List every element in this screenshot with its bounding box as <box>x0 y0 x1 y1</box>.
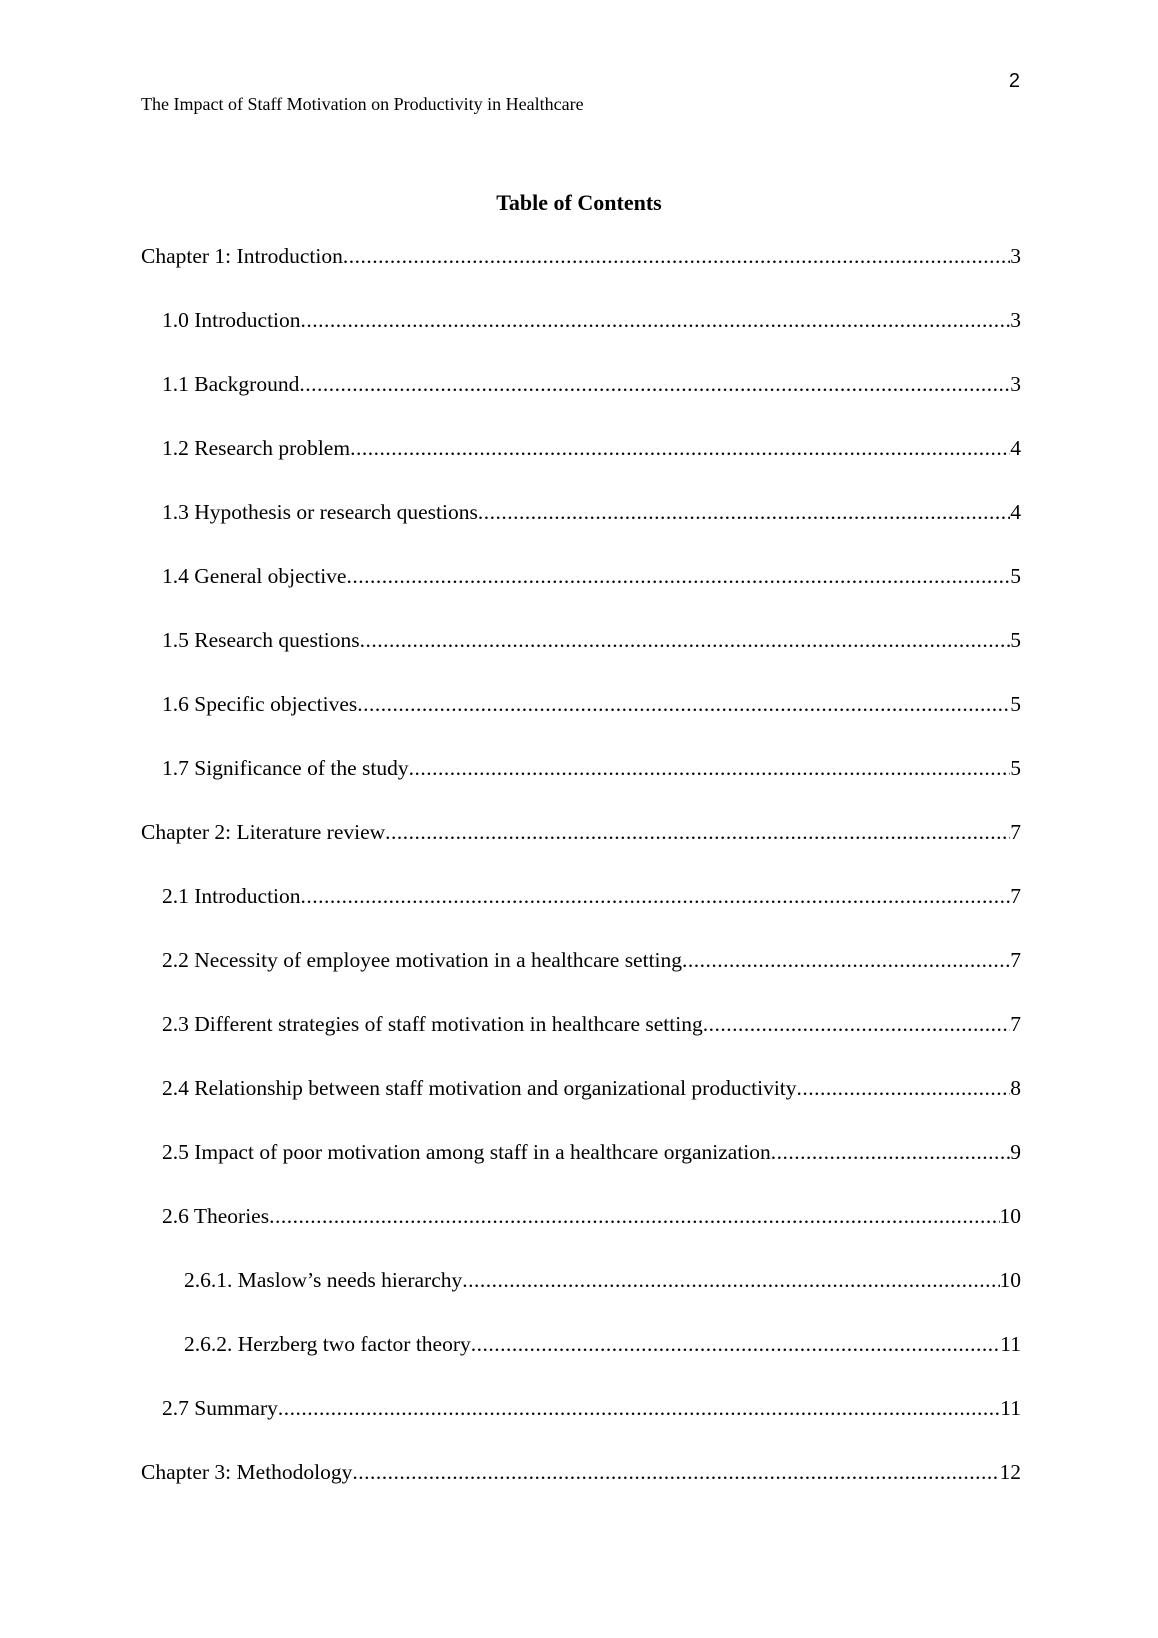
toc-dot-leader <box>385 816 1010 848</box>
toc-entry-label: 2.6.1. Maslow’s needs hierarchy <box>184 1268 463 1292</box>
toc-dot-leader <box>797 1072 1011 1104</box>
toc-entry-page: 10 <box>999 1204 1021 1228</box>
table-of-contents <box>141 240 1021 1520</box>
toc-entry[interactable] <box>141 1072 1021 1136</box>
toc-entry[interactable] <box>141 368 1021 432</box>
toc-entry-page: 10 <box>999 1268 1021 1292</box>
toc-entry-page: 12 <box>999 1460 1021 1484</box>
toc-dot-leader <box>682 944 1010 976</box>
toc-entry-label: 2.6.2. Herzberg two factor theory <box>184 1332 471 1356</box>
toc-entry-page: 5 <box>1010 564 1021 588</box>
toc-entry[interactable] <box>141 496 1021 560</box>
toc-entry-label: 2.7 Summary <box>162 1396 278 1420</box>
toc-entry-label: 2.1 Introduction <box>162 884 301 908</box>
toc-entry-page: 7 <box>1010 820 1021 844</box>
toc-entry-page: 5 <box>1010 628 1021 652</box>
toc-entry-page: 5 <box>1010 692 1021 716</box>
toc-entry-label: Chapter 2: Literature review <box>141 820 386 844</box>
toc-entry[interactable] <box>141 1392 1021 1456</box>
toc-dot-leader <box>357 688 1010 720</box>
toc-dot-leader <box>360 624 1011 656</box>
toc-entry-page: 3 <box>1010 244 1021 268</box>
toc-entry-page: 11 <box>1000 1332 1021 1356</box>
toc-dot-leader <box>471 1328 1001 1360</box>
toc-entry-label: 2.2 Necessity of employee motivation in a healthcare setting <box>162 948 683 972</box>
toc-entry-page: 4 <box>1010 500 1021 524</box>
toc-dot-leader <box>299 368 1010 400</box>
toc-title: Table of Contents <box>496 190 662 215</box>
toc-entry[interactable] <box>141 1328 1021 1392</box>
toc-entry-page: 7 <box>1010 1012 1021 1036</box>
toc-entry[interactable] <box>141 880 1021 944</box>
toc-entry-label: 2.4 Relationship between staff motivation and organizational productivity <box>162 1076 797 1100</box>
toc-entry-page: 5 <box>1010 756 1021 780</box>
toc-entry-label: 2.5 Impact of poor motivation among staff in a healthcare organization <box>162 1140 771 1164</box>
toc-entry-label: 1.3 Hypothesis or research questions <box>162 500 478 524</box>
toc-entry-label: 1.0 Introduction <box>162 308 301 332</box>
toc-dot-leader <box>346 560 1010 592</box>
toc-entry[interactable] <box>141 944 1021 1008</box>
toc-dot-leader <box>301 880 1011 912</box>
toc-entry-label: 1.2 Research problem <box>162 436 351 460</box>
toc-dot-leader <box>343 240 1010 272</box>
toc-entry-label: 1.6 Specific objectives <box>162 692 358 716</box>
toc-dot-leader <box>771 1136 1010 1168</box>
toc-entry-page: 3 <box>1010 308 1021 332</box>
toc-dot-leader <box>278 1392 1000 1424</box>
toc-dot-leader <box>462 1264 999 1296</box>
toc-entry[interactable] <box>141 1200 1021 1264</box>
running-head: The Impact of Staff Motivation on Productivity in Healthcare <box>141 94 584 114</box>
toc-entry[interactable] <box>141 1008 1021 1072</box>
toc-entry[interactable] <box>141 560 1021 624</box>
toc-entry[interactable] <box>141 624 1021 688</box>
toc-entry[interactable] <box>141 240 1021 304</box>
toc-entry[interactable] <box>141 1264 1021 1328</box>
toc-entry[interactable] <box>141 752 1021 816</box>
toc-entry-label: 1.1 Background <box>162 372 300 396</box>
toc-entry-label: 2.6 Theories <box>162 1204 270 1228</box>
toc-entry-page: 4 <box>1010 436 1021 460</box>
toc-dot-leader <box>269 1200 999 1232</box>
toc-dot-leader <box>301 304 1011 336</box>
toc-entry-label: 2.3 Different strategies of staff motivation in healthcare setting <box>162 1012 703 1036</box>
toc-dot-leader <box>703 1008 1011 1040</box>
toc-entry-page: 9 <box>1010 1140 1021 1164</box>
toc-entry-page: 7 <box>1010 948 1021 972</box>
toc-dot-leader <box>478 496 1010 528</box>
toc-entry-page: 11 <box>1000 1396 1021 1420</box>
toc-entry[interactable] <box>141 816 1021 880</box>
toc-entry[interactable] <box>141 1456 1021 1520</box>
toc-entry-page: 7 <box>1010 884 1021 908</box>
toc-entry-label: Chapter 1: Introduction <box>141 244 343 268</box>
toc-entry-page: 3 <box>1010 372 1021 396</box>
page-number: 2 <box>1008 70 1020 92</box>
toc-entry[interactable] <box>141 432 1021 496</box>
toc-entry-label: 1.5 Research questions <box>162 628 360 652</box>
toc-entry-label: 1.7 Significance of the study <box>162 756 409 780</box>
toc-dot-leader <box>409 752 1011 784</box>
toc-entry[interactable] <box>141 1136 1021 1200</box>
toc-entry[interactable] <box>141 688 1021 752</box>
toc-entry-label: 1.4 General objective <box>162 564 347 588</box>
toc-entry[interactable] <box>141 304 1021 368</box>
toc-dot-leader <box>352 1456 999 1488</box>
toc-dot-leader <box>350 432 1010 464</box>
toc-entry-label: Chapter 3: Methodology <box>141 1460 353 1484</box>
toc-entry-page: 8 <box>1010 1076 1021 1100</box>
